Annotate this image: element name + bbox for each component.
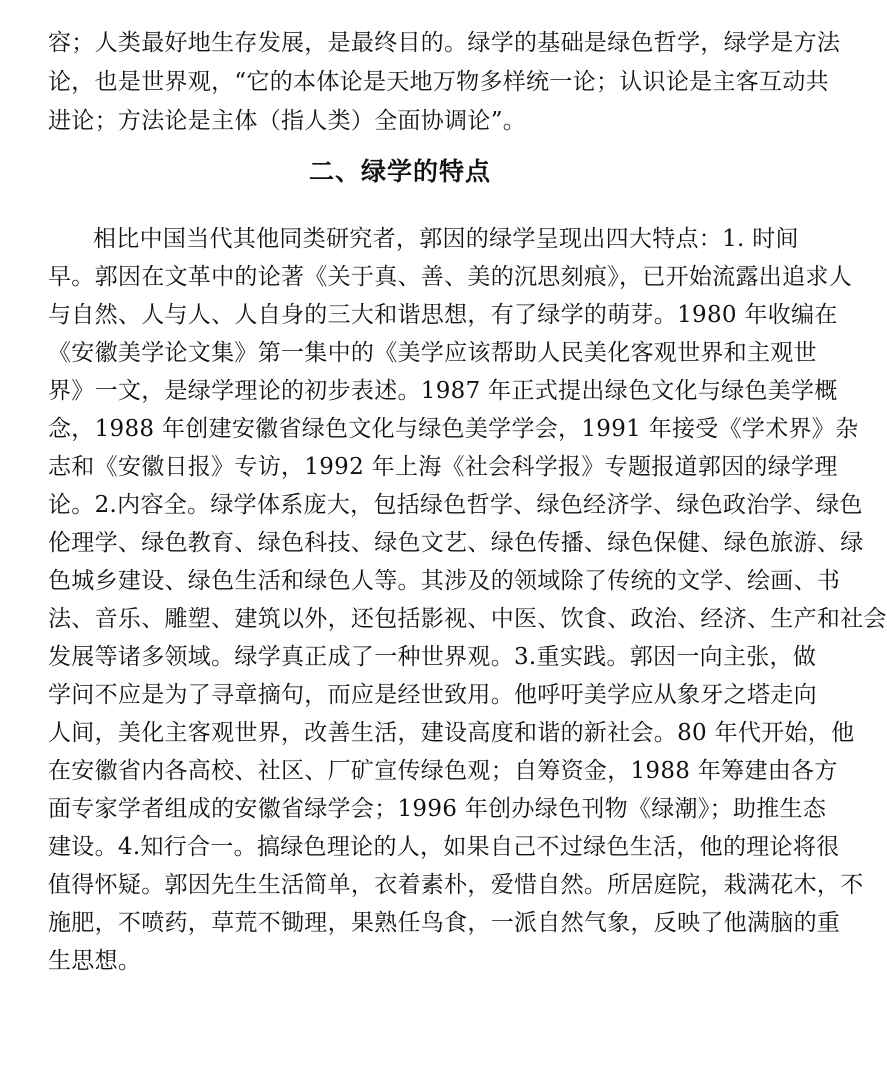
paragraph-line: 学问不应是为了寻章摘句，而应是经世致用。他呼吁美学应从象牙之塔走向 (48, 682, 817, 708)
intro-line: 进论；方法论是主体（指人类）全面协调论”。 (48, 108, 527, 134)
paragraph-line: 人间，美化主客观世界，改善生活，建设高度和谐的新社会。80 年代开始，他 (48, 720, 855, 746)
paragraph-line: 志和《安徽日报》专访，1992 年上海《社会科学报》专题报道郭因的绿学理 (48, 454, 838, 480)
intro-line: 容；人类最好地生存发展，是最终目的。绿学的基础是绿色哲学，绿学是方法 (48, 30, 841, 56)
paragraph-line: 施肥，不喷药，草荒不锄理，果熟任鸟食，一派自然气象，反映了他满脑的重 (48, 910, 841, 936)
paragraph-line: 面专家学者组成的安徽省绿学会；1996 年创办绿色刊物《绿潮》；助推生态 (48, 796, 827, 822)
paragraph-line: 早。郭因在文革中的论著《关于真、善、美的沉思刻痕》，已开始流露出追求人 (48, 264, 852, 290)
paragraph-line: 论。2.内容全。绿学体系庞大，包括绿色哲学、绿色经济学、绿色政治学、绿色 (48, 492, 863, 518)
paragraph-line: 在安徽省内各高校、社区、厂矿宣传绿色观；自筹资金，1988 年筹建由各方 (48, 758, 838, 784)
intro-line: 论，也是世界观，“它的本体论是天地万物多样统一论；认识论是主客互动共 (48, 69, 829, 95)
section-heading: 二、绿学的特点 (308, 157, 491, 186)
paragraph-line: 发展等诸多领域。绿学真正成了一种世界观。3.重实践。郭因一向主张，做 (48, 644, 817, 670)
paragraph-line: 《安徽美学论文集》第一集中的《美学应该帮助人民美化客观世界和主观世 (48, 340, 817, 366)
paragraph-line: 色城乡建设、绿色生活和绿色人等。其涉及的领域除了传统的文学、绘画、书 (48, 568, 841, 594)
paragraph-line: 与自然、人与人、人自身的三大和谐思想，有了绿学的萌芽。1980 年收编在 (48, 302, 838, 328)
paragraph-line: 值得怀疑。郭因先生生活简单，衣着素朴，爱惜自然。所居庭院，栽满花木，不 (48, 872, 864, 898)
paragraph-line: 建设。4.知行合一。搞绿色理论的人，如果自己不过绿色生活，他的理论将很 (48, 834, 840, 860)
paragraph-line: 界》一文，是绿学理论的初步表述。1987 年正式提出绿色文化与绿色美学概 (48, 378, 838, 404)
paragraph-line: 法、音乐、雕塑、建筑以外，还包括影视、中医、饮食、政治、经济、生产和社会 (48, 606, 887, 632)
paragraph-line: 伦理学、绿色教育、绿色科技、绿色文艺、绿色传播、绿色保健、绿色旅游、绿 (48, 530, 864, 556)
paragraph-line: 相比中国当代其他同类研究者，郭因的绿学呈现出四大特点：1. 时间 (93, 226, 799, 252)
paragraph-line: 念，1988 年创建安徽省绿色文化与绿色美学学会，1991 年接受《学术界》杂 (48, 416, 859, 442)
paragraph-line: 生思想。 (48, 948, 142, 974)
